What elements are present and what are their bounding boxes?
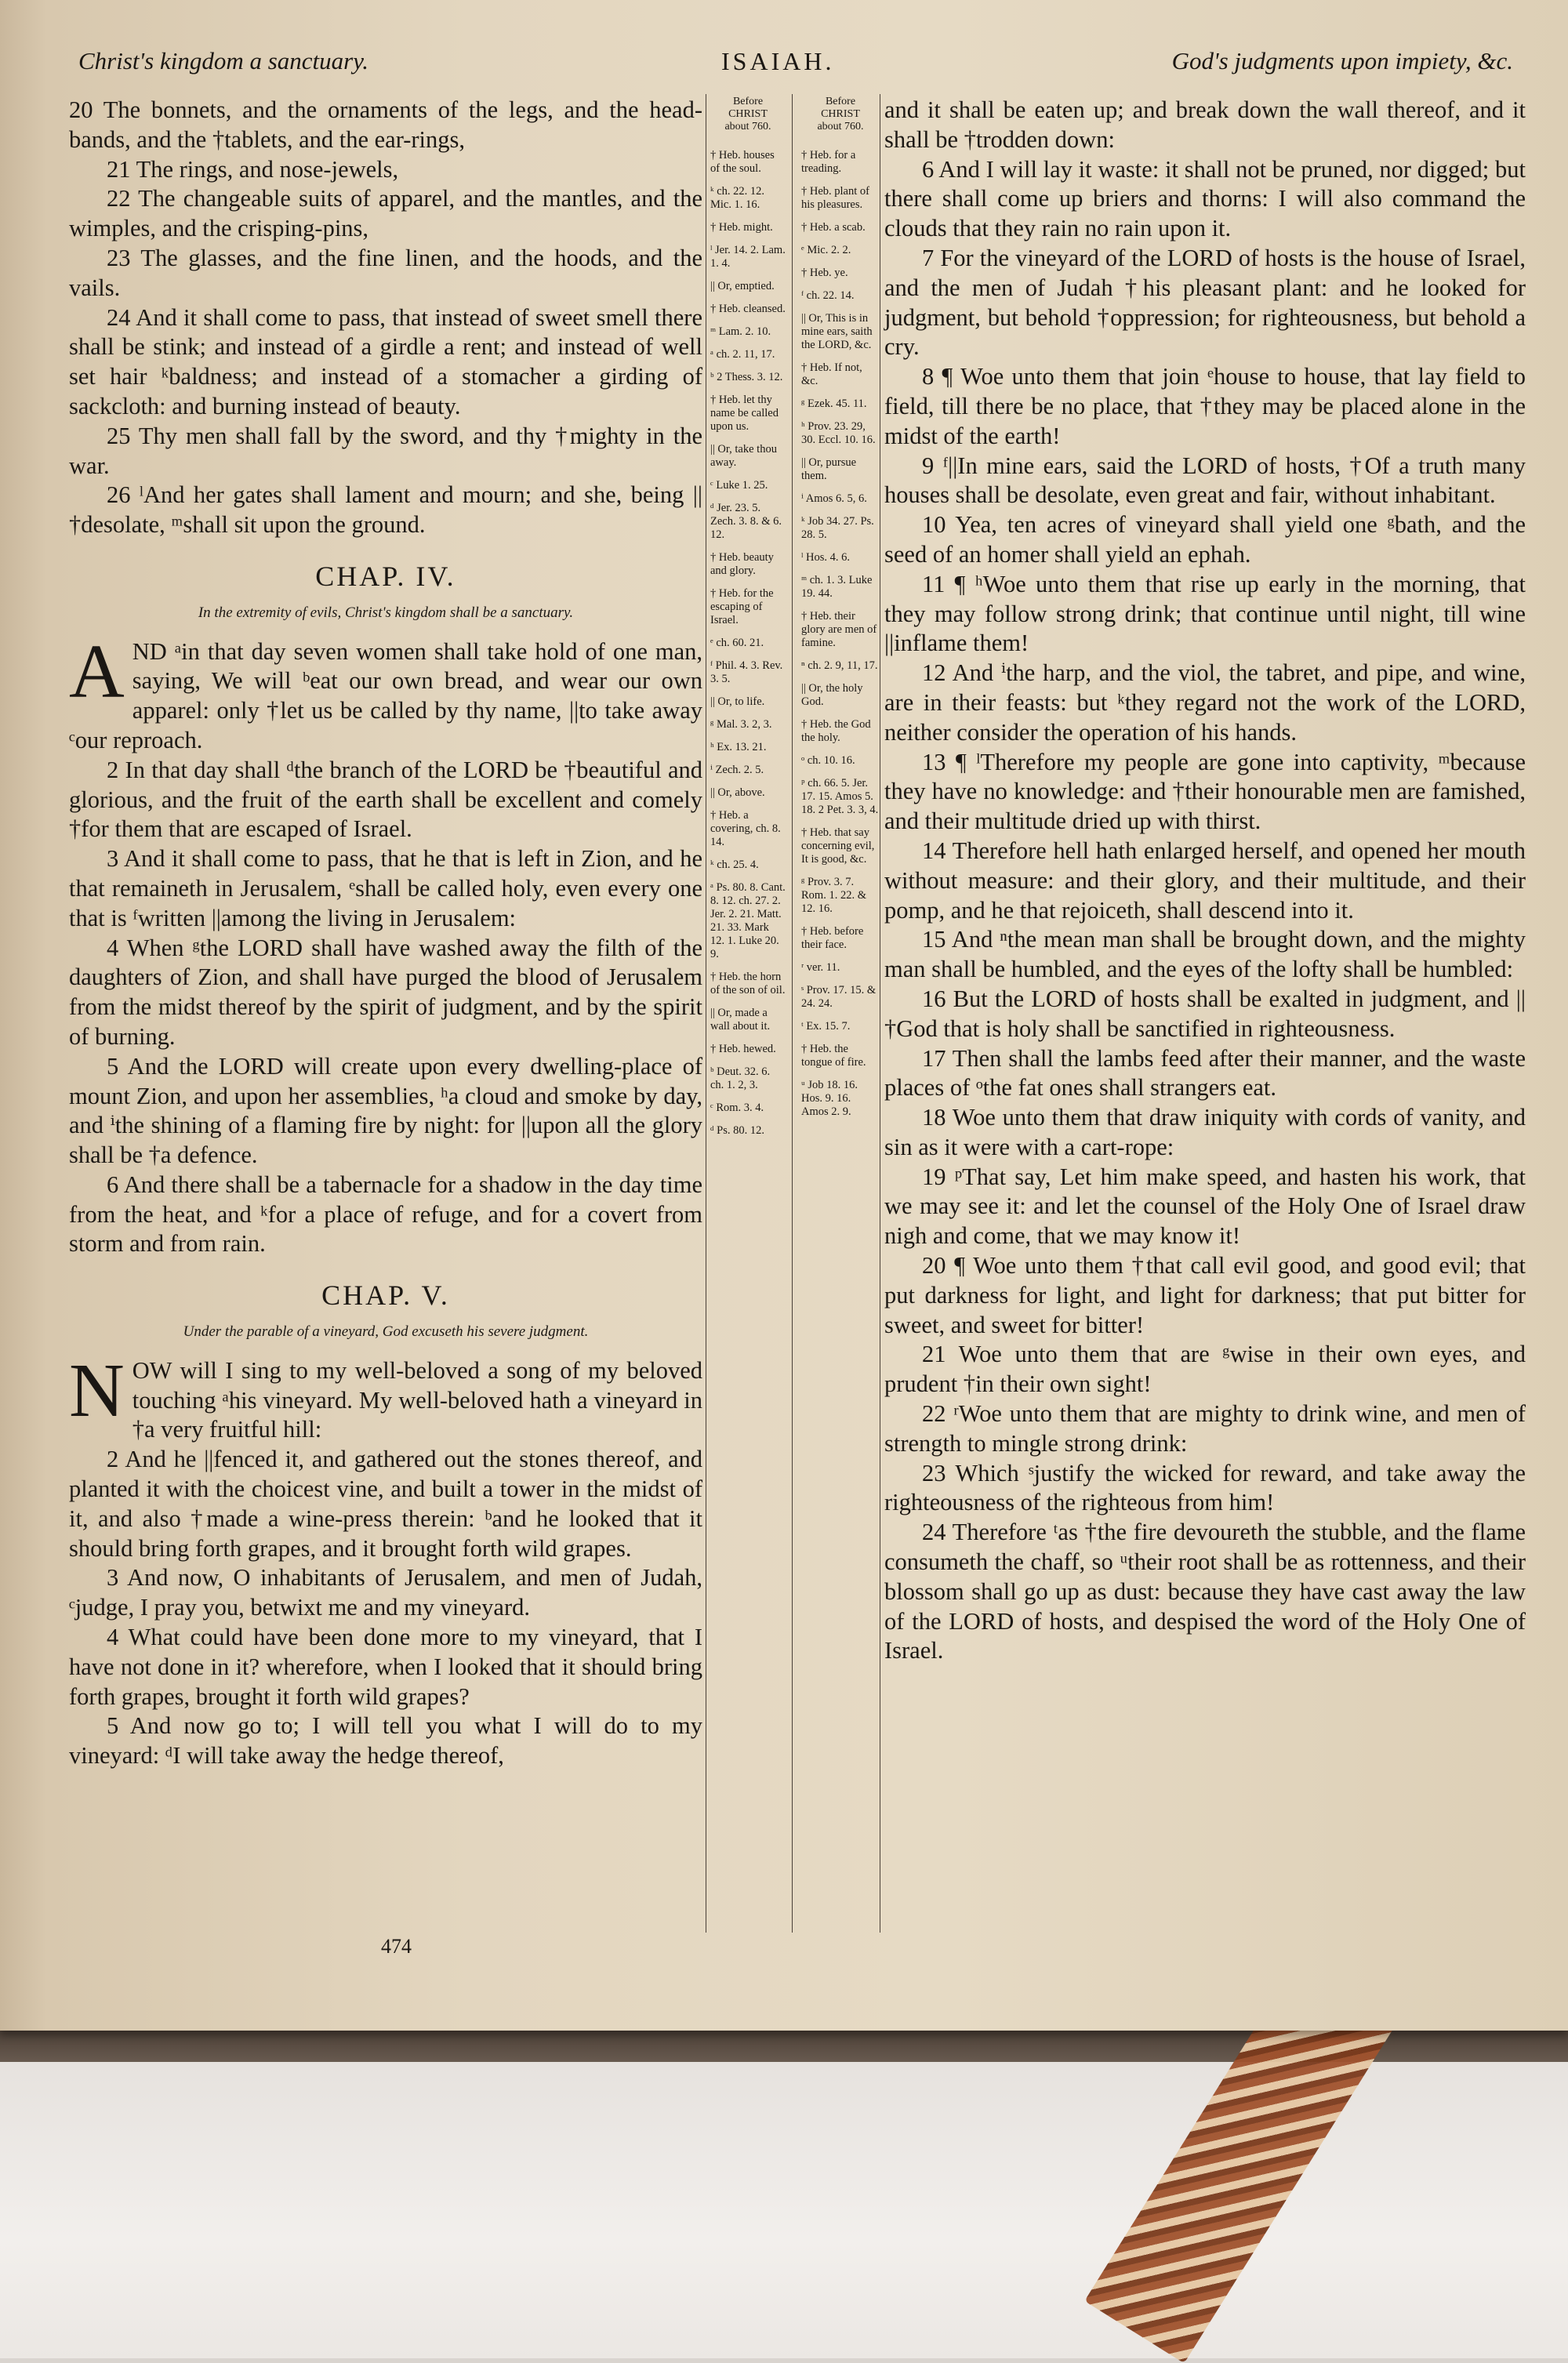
margin-note: † Heb. beauty and glory. [710,551,774,577]
chapter-summary: In the extremity of evils, Christ's kingdom shall be a sanctuary. [198,604,574,621]
margin-note: || Or, to life. [710,695,765,708]
verse: 16 But the LORD of hosts shall be exalted in judgment, and ||†God that is holy shall be sanctified in righteousness. [884,985,1526,1042]
margin-note: † Heb. before their face. [801,925,864,951]
margin-note: || Or, This is in mine ears, saith the LORD, &c. [801,312,873,351]
margin-note: ᵇ Deut. 32. 6. ch. 1. 2, 3. [710,1065,771,1091]
verse [69,629,702,756]
running-head [78,47,1513,86]
era-line: CHRIST [821,108,860,120]
drop-cap: A [69,629,125,714]
margin-note: † Heb. houses of the soul. [710,149,775,175]
verse: 24 And it shall come to pass, that instead of sweet smell there shall be stink; and instead of a girdle a rent; and instead of well set hair ᵏbaldness; and instead of a stomacher a girding of sackcloth: and burning instead of beauty. [69,303,702,419]
verse: 9 ᶠ||In mine ears, said the LORD of hosts, †Of a truth many houses shall be desolate, even great and fair, without inhabitant. [884,452,1526,509]
margin-note: † Heb. the God the holy. [801,718,871,744]
margin-note: † Heb. cleansed. [710,303,786,315]
margin-note: † Heb. for the escaping of Israel. [710,587,774,626]
chapter-summary: Under the parable of a vineyard, God excuseth his severe judgment. [183,1323,589,1341]
verse: 21 The rings, and nose-jewels, [107,155,399,183]
running-head-right: God's judgments upon impiety, &c. [1171,47,1513,74]
right-margin-notes [801,96,880,1128]
margin-note: ʳ ver. 11. [801,961,840,974]
margin-note: || Or, pursue them. [801,456,857,482]
verse: 14 Therefore hell hath enlarged herself, and opened her mouth without measure: and their glory, and their multitude, and their pomp, and he that rejoiceth, shall descend into it. [884,837,1526,924]
verse: 22 The changeable suits of apparel, and the mantles, and the wimples, and the crisping-pins, [69,185,702,242]
verse: 4 When ᵍthe LORD shall have washed away the filth of the daughters of Zion, and shall have purged the blood of Jerusalem from the midst thereof by the spirit of judgment, and by the spirit of burning. [69,934,702,1050]
margin-note: ˢ Prov. 17. 15. & 24. 24. [801,984,877,1010]
margin-note-list [710,149,786,1138]
margin-note: † Heb. let thy name be called upon us. [710,394,779,433]
verse: 10 Yea, ten acres of vineyard shall yield one ᵍbath, and the seed of an homer shall yield an ephah. [884,511,1526,568]
margin-note: † Heb. the horn of the son of oil. [710,971,786,996]
margin-note: † Heb. their glory are men of famine. [801,610,877,649]
margin-note: ʰ Ex. 13. 21. [710,741,767,753]
margin-note: ᵍ Prov. 3. 7. Rom. 1. 22. & 12. 16. [801,876,866,915]
right-text-column [884,96,1526,1666]
verse: 2 In that day shall ᵈthe branch of the LORD be †beautiful and glorious, and the fruit of the earth shall be excellent and comely †for them that are escaped of Israel. [69,756,702,843]
margin-note: ⁿ ch. 2. 9, 11, 17. [801,659,878,672]
era-line: about 760. [817,121,864,132]
margin-note: || Or, the holy God. [801,682,863,708]
margin-note: ᵏ ch. 22. 12. Mic. 1. 16. [710,185,765,211]
margin-note: ᵐ Lam. 2. 10. [710,325,771,338]
margin-note: † Heb. hewed. [710,1043,776,1055]
verse: 5 And the LORD will create upon every dwelling-place of mount Zion, and upon her assemblies, ʰa cloud and smoke by day, and ⁱthe shining of a flaming fire by night: for ||upon all the glory shall be †a defence. [69,1052,702,1169]
margin-note: † Heb. the tongue of fire. [801,1043,866,1069]
margin-note: ʰ Prov. 23. 29, 30. Eccl. 10. 16. [801,420,876,446]
margin-note: ᵃ ch. 2. 11, 17. [710,348,775,361]
margin-note: ᵏ ch. 25. 4. [710,858,759,871]
margin-note: ᵃ Ps. 80. 8. Cant. 8. 12. ch. 27. 2. Jer. 2. 21. Matt. 21. 33. Mark 12. 1. Luke 20. 9. [710,881,786,960]
verse: 22 ʳWoe unto them that are mighty to drink wine, and men of strength to mingle strong drink: [884,1400,1526,1457]
margin-note: ᵗ Ex. 15. 7. [801,1020,851,1033]
verse: 24 Therefore ᵗas †the fire devoureth the stubble, and the flame consumeth the chaff, so ᵘtheir root shall be as rottenness, and their blossom shall go up as dust: because they have cast away the law of the LORD of hosts, and despised the word of the Holy One of Israel. [884,1519,1526,1664]
margin-note: || Or, emptied. [710,280,775,292]
margin-note: ᵘ Job 18. 16. Hos. 9. 16. Amos 2. 9. [801,1079,858,1118]
verse: and it shall be eaten up; and break down the wall thereof, and it shall be †trodden down: [884,96,1526,153]
verse: 23 Which ˢjustify the wicked for reward, and take away the righteousness of the righteous from him! [884,1459,1526,1516]
era-line: about 760. [724,121,771,132]
verse [69,1348,702,1445]
verse: 19 ᵖThat say, Let him make speed, and hasten his work, that we may see it: and let the counsel of the Holy One of Israel draw nigh and come, that we may know it! [884,1163,1526,1250]
margin-note: ᵍ Ezek. 45. 11. [801,397,867,410]
margin-note: ⁱ Zech. 2. 5. [710,764,764,776]
era-note [801,96,880,133]
margin-note: † Heb. a scab. [801,221,866,234]
margin-note: † Heb. ye. [801,267,848,279]
verse: 6 And I will lay it waste: it shall not be pruned, nor digged; but there shall come up briers and thorns: I will also command the clouds that they rain no rain upon it. [884,155,1526,242]
margin-note-list [801,149,880,1119]
verse: 6 And there shall be a tabernacle for a shadow in the day time from the heat, and ᵏfor a place of refuge, and for a covert from storm and from rain. [69,1171,702,1258]
margin-note: ᶠ ch. 22. 14. [801,289,855,302]
margin-note: † Heb. If not, &c. [801,361,862,387]
margin-note: ᵒ ch. 10. 16. [801,754,855,767]
running-head-book: ISAIAH. [721,47,835,75]
verse-text: ND ᵃin that day seven women shall take hold of one man, saying, We will ᵇeat our own bread, and wear our own apparel: only †let us be called by thy name, ||to take away ᶜour reproach. [69,637,702,753]
margin-note: ᵈ Ps. 80. 12. [710,1124,764,1137]
margin-note: † Heb. that say concerning evil, It is good, &c. [801,826,875,866]
margin-note: ᵈ Jer. 23. 5. Zech. 3. 8. & 6. 12. [710,502,782,541]
verse: 25 Thy men shall fall by the sword, and thy †mighty in the war. [69,422,702,479]
margin-note: † Heb. might. [710,221,773,234]
verse: 21 Woe unto them that are ᵍwise in their own eyes, and prudent †in their own sight! [884,1341,1526,1398]
chapter-heading: CHAP. V. [321,1280,450,1312]
page-number: 474 [381,1935,412,1958]
verse: 17 Then shall the lambs feed after their manner, and the waste places of ᵒthe fat ones shall strangers eat. [884,1044,1526,1102]
verse: 20 ¶ Woe unto them †that call evil good, and good evil; that put darkness for light, and light for darkness; that put bitter for sweet, and sweet for bitter! [884,1252,1526,1338]
era-line: CHRIST [728,108,768,120]
margin-note: ᶜ Luke 1. 25. [710,479,768,492]
margin-note: ᵉ Mic. 2. 2. [801,244,851,256]
verse: 2 And he ||fenced it, and gathered out the stones thereof, and planted it with the choicest vine, and built a tower in the midst of it, and also †made a wine-press therein: ᵇand he looked that it should bring forth grapes, and it brought forth wild grapes. [69,1446,702,1562]
verse: 3 And now, O inhabitants of Jerusalem, and men of Judah, ᶜjudge, I pray you, betwixt me and my vineyard. [69,1564,702,1621]
margin-note: † Heb. plant of his pleasures. [801,185,869,211]
margin-note: † Heb. for a treading. [801,149,856,175]
margin-note: || Or, above. [710,786,765,799]
verse: 7 For the vineyard of the LORD of hosts is the house of Israel, and the men of Judah †his pleasant plant: and he looked for judgment, but behold †oppression; for righteousness, but behold a cry. [884,244,1526,361]
verse: 3 And it shall come to pass, that he that is left in Zion, and he that remaineth in Jerusalem, ᵉshall be called holy, even every one that is ᶠwritten ||among the living in Jerusalem: [69,845,702,931]
era-note [710,96,786,133]
chapter-heading: CHAP. IV. [315,560,456,592]
margin-note: || Or, take thou away. [710,443,777,469]
verse: 18 Woe unto them that draw iniquity with cords of vanity, and sin as it were with a cart-rope: [884,1104,1526,1160]
verse: 13 ¶ ˡTherefore my people are gone into captivity, ᵐbecause they have no knowledge: and †their honourable men are famished, and their multitude dried up with thirst. [884,748,1526,835]
verse: 5 And now go to; I will tell you what I will do to my vineyard: ᵈI will take away the hedge thereof, [69,1712,702,1770]
margin-note: ˡ Hos. 4. 6. [801,551,851,564]
verse: 4 What could have been done more to my vineyard, that I have not done in it? wherefore, when I looked that it should bring forth grapes, brought it forth wild grapes? [69,1624,702,1710]
margin-note: ᶠ Phil. 4. 3. Rev. 3. 5. [710,659,783,685]
margin-note: ᵉ ch. 60. 21. [710,637,764,649]
verse: 11 ¶ ʰWoe unto them that rise up early in the morning, that they may follow strong drink; that continue until night, till wine ||inflame them! [884,570,1526,657]
verse: 23 The glasses, and the fine linen, and the hoods, and the vails. [69,244,702,301]
era-line: Before [732,96,764,107]
margin-note: || Or, made a wall about it. [710,1007,771,1033]
margin-note: ᵐ ch. 1. 3. Luke 19. 44. [801,574,873,600]
margin-note: † Heb. a covering, ch. 8. 14. [710,809,781,848]
margin-note: ᵇ 2 Thess. 3. 12. [710,371,783,383]
margin-note: ᵍ Mal. 3. 2, 3. [710,718,772,731]
drop-cap: N [69,1348,125,1433]
running-head-left: Christ's kingdom a sanctuary. [78,47,369,74]
verse-text: OW will I sing to my well-beloved a song of my beloved touching ᵃhis vineyard. My well-beloved hath a vineyard in †a very fruitful hill: [132,1356,702,1443]
left-margin-notes [710,96,786,1147]
margin-note: ˡ Jer. 14. 2. Lam. 1. 4. [710,244,786,270]
verse: 26 ˡAnd her gates shall lament and mourn; and she, being ||†desolate, ᵐshall sit upon the ground. [69,481,702,539]
margin-note: ᵖ ch. 66. 5. Jer. 17. 15. Amos 5. 18. 2 Pet. 3. 3, 4. [801,777,879,816]
verse: 15 And ⁿthe mean man shall be brought down, and the mighty man shall be humbled, and the eyes of the lofty shall be humbled: [884,926,1526,983]
margin-note: ⁱ Amos 6. 5, 6. [801,492,867,505]
left-text-column [69,96,702,1771]
margin-note: ᶜ Rom. 3. 4. [710,1102,764,1114]
verse: 8 ¶ Woe unto them that join ᵉhouse to house, that lay field to field, till there be no place, that †they may be placed alone in the midst of the earth! [884,363,1526,449]
verse: 12 And ⁱthe harp, and the viol, the tabret, and pipe, and wine, are in their feasts: but ᵏthey regard not the work of the LORD, neither consider the operation of his hands. [884,659,1526,746]
column-rule [792,94,793,1933]
era-line: Before [825,96,856,107]
margin-note: ᵏ Job 34. 27. Ps. 28. 5. [801,515,874,541]
verse: 20 The bonnets, and the ornaments of the legs, and the head-bands, and the †tablets, and the ear-rings, [69,96,702,153]
